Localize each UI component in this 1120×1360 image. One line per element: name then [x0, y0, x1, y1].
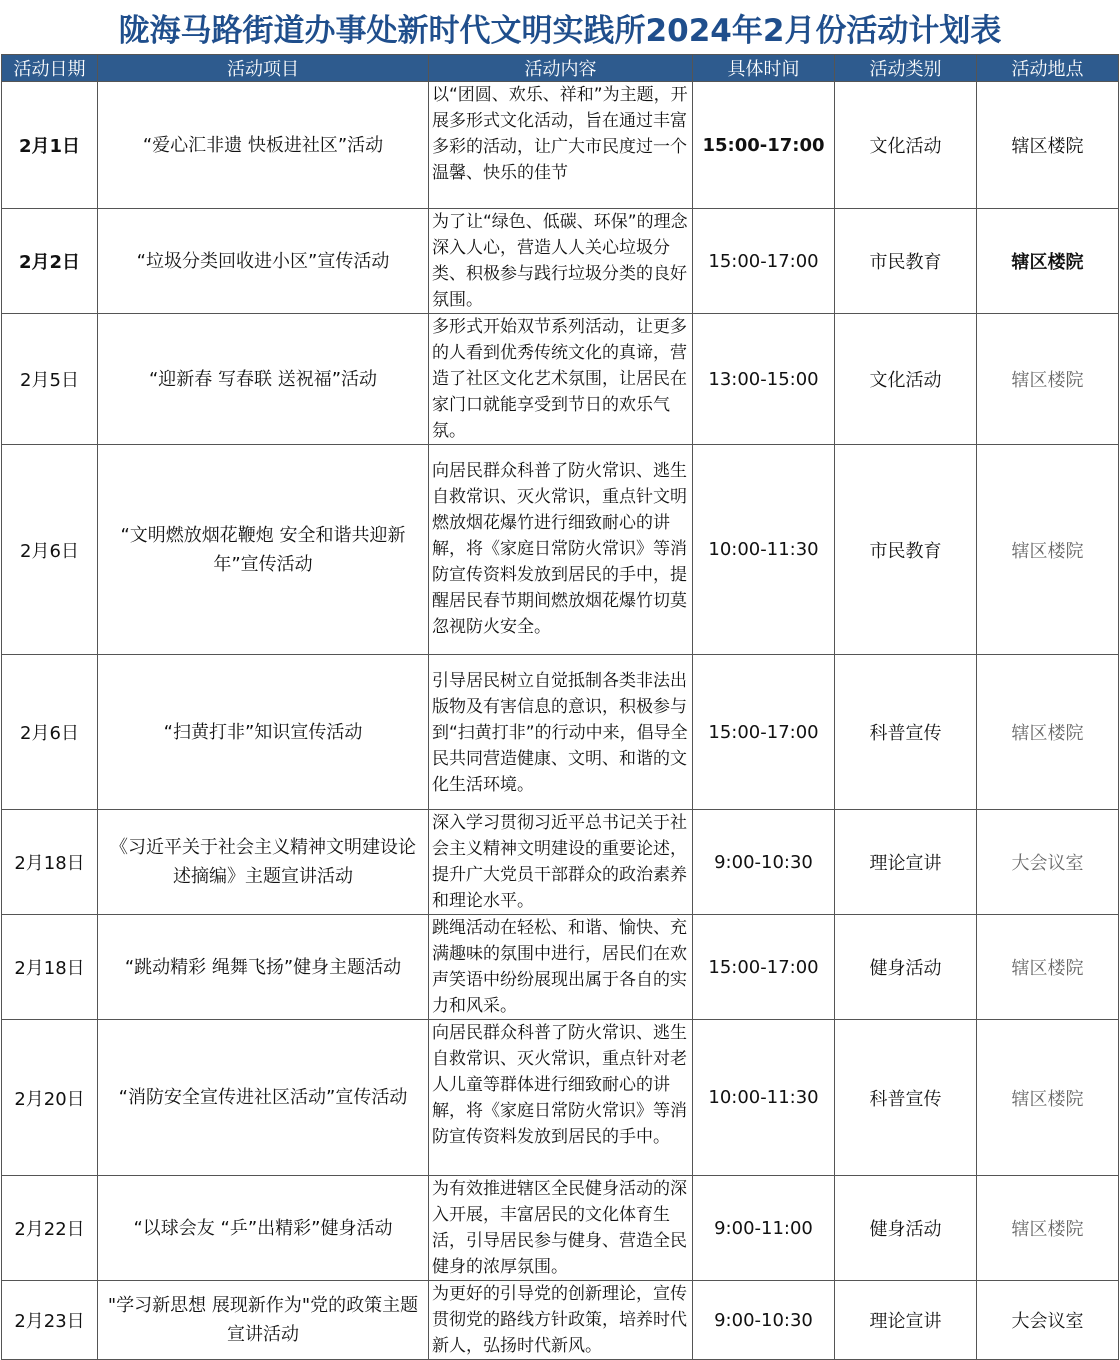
row-location: 辖区楼院	[977, 1176, 1119, 1281]
table-row	[2, 810, 1119, 915]
row-date: 2月6日	[2, 655, 98, 810]
row-category: 文化活动	[835, 314, 977, 445]
row-category: 理论宣讲	[835, 1281, 977, 1360]
row-date: 2月18日	[2, 810, 98, 915]
row-location: 大会议室	[977, 1281, 1119, 1360]
row-project: "学习新思想 展现新作为"党的政策主题宣讲活动	[98, 1281, 429, 1360]
row-content: 为了让“绿色、低碳、环保”的理念深入人心，营造人人关心垃圾分类、积极参与践行垃圾分类的良好氛围。	[429, 209, 693, 314]
row-time: 15:00-17:00	[693, 82, 835, 209]
row-category: 理论宣讲	[835, 810, 977, 915]
row-category: 市民教育	[835, 209, 977, 314]
row-category: 健身活动	[835, 1176, 977, 1281]
header-date: 活动日期	[2, 55, 98, 82]
row-content: 跳绳活动在轻松、和谐、愉快、充满趣味的氛围中进行，居民们在欢声笑语中纷纷展现出属于各自的实力和风采。	[429, 915, 693, 1020]
row-time: 9:00-11:00	[693, 1176, 835, 1281]
activity-table	[1, 54, 1119, 1360]
row-project: 《习近平关于社会主义精神文明建设论述摘编》主题宣讲活动	[98, 810, 429, 915]
page-title: 陇海马路街道办事处新时代文明实践所2024年2月份活动计划表	[118, 12, 1002, 49]
row-category: 科普宣传	[835, 655, 977, 810]
row-project: “文明燃放烟花鞭炮 安全和谐共迎新年”宣传活动	[98, 445, 429, 655]
row-location: 辖区楼院	[977, 655, 1119, 810]
row-time: 9:00-10:30	[693, 810, 835, 915]
row-time: 10:00-11:30	[693, 445, 835, 655]
row-time: 15:00-17:00	[693, 655, 835, 810]
row-time: 15:00-17:00	[693, 915, 835, 1020]
row-location: 辖区楼院	[977, 445, 1119, 655]
row-category: 科普宣传	[835, 1020, 977, 1176]
row-project: “爱心汇非遗 快板进社区”活动	[98, 82, 429, 209]
row-location: 大会议室	[977, 810, 1119, 915]
row-content: 深入学习贯彻习近平总书记关于社会主义精神文明建设的重要论述，提升广大党员干部群众的政治素养和理论水平。	[429, 810, 693, 915]
table-row	[2, 1176, 1119, 1281]
table-header-row	[2, 55, 1119, 82]
row-time: 13:00-15:00	[693, 314, 835, 445]
table-row	[2, 1020, 1119, 1176]
row-content: 向居民群众科普了防火常识、逃生自救常识、灭火常识，重点针对老人儿童等群体进行细致耐心的讲解，将《家庭日常防火常识》等消防宣传资料发放到居民的手中。	[429, 1020, 693, 1176]
table-row	[2, 445, 1119, 655]
row-content: 引导居民树立自觉抵制各类非法出版物及有害信息的意识，积极参与到“扫黄打非”的行动中来，倡导全民共同营造健康、文明、和谐的文化生活环境。	[429, 655, 693, 810]
header-time: 具体时间	[693, 55, 835, 82]
row-date: 2月22日	[2, 1176, 98, 1281]
row-location: 辖区楼院	[977, 915, 1119, 1020]
row-content: 以“团圆、欢乐、祥和”为主题，开展多形式文化活动，旨在通过丰富多彩的活动，让广大市民度过一个温馨、快乐的佳节	[429, 82, 693, 209]
row-date: 2月18日	[2, 915, 98, 1020]
row-project: “跳动精彩 绳舞飞扬”健身主题活动	[98, 915, 429, 1020]
row-project: “迎新春 写春联 送祝福”活动	[98, 314, 429, 445]
table-row	[2, 82, 1119, 209]
row-project: “垃圾分类回收进小区”宣传活动	[98, 209, 429, 314]
row-project: “消防安全宣传进社区活动”宣传活动	[98, 1020, 429, 1176]
row-category: 文化活动	[835, 82, 977, 209]
row-content: 多形式开始双节系列活动，让更多的人看到优秀传统文化的真谛，营造了社区文化艺术氛围，让居民在家门口就能享受到节日的欢乐气氛。	[429, 314, 693, 445]
row-time: 10:00-11:30	[693, 1020, 835, 1176]
row-time: 15:00-17:00	[693, 209, 835, 314]
table-row	[2, 915, 1119, 1020]
row-category: 市民教育	[835, 445, 977, 655]
row-location: 辖区楼院	[977, 82, 1119, 209]
table-row	[2, 209, 1119, 314]
row-date: 2月5日	[2, 314, 98, 445]
table-row	[2, 1281, 1119, 1360]
row-date: 2月6日	[2, 445, 98, 655]
row-date: 2月1日	[2, 82, 98, 209]
row-project: “扫黄打非”知识宣传活动	[98, 655, 429, 810]
row-project: “以球会友 “乒”出精彩”健身活动	[98, 1176, 429, 1281]
table-row	[2, 655, 1119, 810]
header-location: 活动地点	[977, 55, 1119, 82]
row-location: 辖区楼院	[977, 314, 1119, 445]
row-location: 辖区楼院	[977, 1020, 1119, 1176]
row-content: 为更好的引导党的创新理论，宣传贯彻党的路线方针政策，培养时代新人，弘扬时代新风。	[429, 1281, 693, 1360]
row-date: 2月2日	[2, 209, 98, 314]
row-category: 健身活动	[835, 915, 977, 1020]
row-date: 2月20日	[2, 1020, 98, 1176]
table-row	[2, 314, 1119, 445]
header-content: 活动内容	[429, 55, 693, 82]
row-time: 9:00-10:30	[693, 1281, 835, 1360]
header-category: 活动类别	[835, 55, 977, 82]
row-content: 为有效推进辖区全民健身活动的深入开展，丰富居民的文化体育生活，引导居民参与健身、营造全民健身的浓厚氛围。	[429, 1176, 693, 1281]
row-date: 2月23日	[2, 1281, 98, 1360]
row-content: 向居民群众科普了防火常识、逃生自救常识、灭火常识，重点针文明燃放烟花爆竹进行细致耐心的讲解，将《家庭日常防火常识》等消防宣传资料发放到居民的手中，提醒居民春节期间燃放烟花爆竹切莫忽视防火安全。	[429, 445, 693, 655]
row-location: 辖区楼院	[977, 209, 1119, 314]
header-project: 活动项目	[98, 55, 429, 82]
